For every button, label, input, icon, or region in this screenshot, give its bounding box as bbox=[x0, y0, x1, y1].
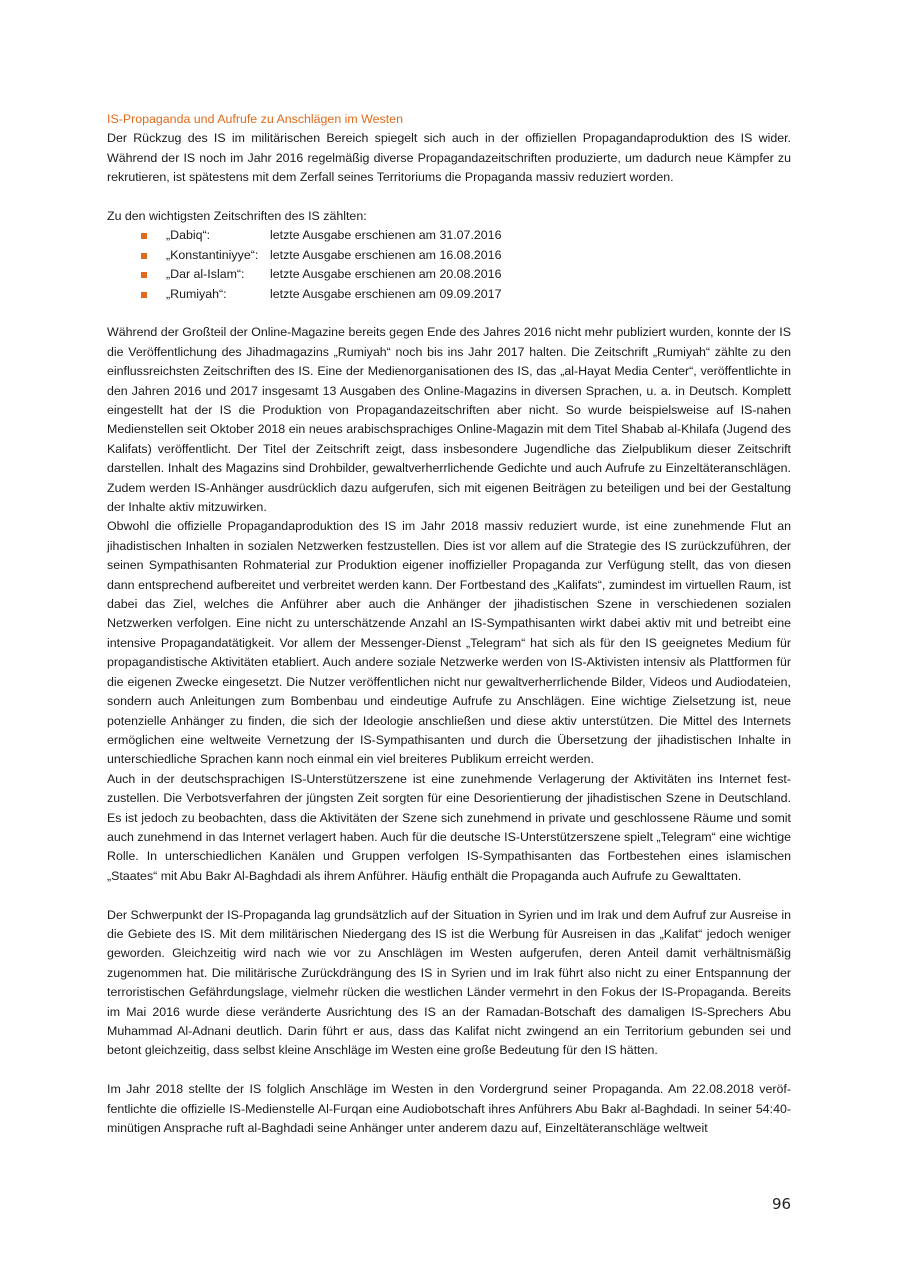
list-item bbox=[107, 246, 791, 265]
paragraph-german-scene: Auch in der deutschsprachigen IS-Unterstützerszene ist eine zunehmende Verlagerung der Aktivitäten ins Internet festzustellen. Die Verbotsverfahren der jüngsten Zeit sorgten für eine Desorientierung der jihadistischen Szene in Deutschland. Es ist jedoch zu beobachten, dass die Aktivitäten der Szene sich zunehmend in private und geschlossene Räume und somit auch zunehmend in das Internet verlagert haben. Auch für die deutsche IS-Unterstützerszene spielt „Telegram“ eine wichtige Rolle. In unterschiedlichen Kanälen und Gruppen verfolgen IS-Sympathisanten das Fortbestehen eines islamischen „Staates“ mit Abu Bakr Al-Baghdadi als ihrem Anführer. Häufig enthält die Propaganda auch Aufrufe zu Gewalttaten. bbox=[107, 771, 791, 883]
page-number: 96 bbox=[772, 1195, 792, 1213]
magazine-name: „Rumiyah“: bbox=[166, 286, 227, 301]
spacer bbox=[107, 188, 791, 207]
square-bullet-icon bbox=[141, 233, 147, 239]
magazine-info: letzte Ausgabe erschienen am 20.08.2016 bbox=[270, 267, 502, 282]
magazine-list bbox=[107, 226, 791, 304]
paragraph-social-networks: Obwohl die offizielle Propagandaproduktion des IS im Jahr 2018 massiv reduziert wurde, ist eine zunehmende Flut an jihadistischen Inhalten in sozialen Netzwerken festzustellen. Dies ist vor allem auf die Strategie des IS zurückzuführen, der seinen Sympathisanten Rohmaterial zur Produktion eigener inoffizieller Propaganda zur Verfügung stellt, das von diesen dann entsprechend aufbereitet und verbreitet werden kann. Der Fortbestand des „Kalifats“, zumindest im virtuellen Raum, ist dabei das Ziel, welches die Anführer aber auch die Anhänger der jihadistischen Szene in verschiedenen sozialen Netzwerken verfolgen. Eine nicht zu unterschätzende Anzahl an IS-Sympathisanten wirkt dabei aktiv mit und betreibt eine intensive Propagandatätigkeit. Vor allem der Messenger-Dienst „Telegram“ hat sich als für den IS geeignetes Medium für propagandistische Aktivitäten etabliert. Auch andere soziale Netzwerke werden von IS-Aktivisten intensiv als Plattformen für die eigenen Zwecke eingesetzt. Die Nutzer veröffentlichen nicht nur gewaltverherrlichende Bilder, Videos und Audiodateien, sondern auch Anleitungen zum Bombenbau und eindeutige Aufrufe zu Anschlägen. Eine wichtige Zielsetzung ist, neue potenzielle Anhänger zu finden, die sich der Ideologie anschließen und diese aktiv unterstützen. Die Mittel des Internets ermöglichen eine weltweite Vernetzung der IS-Sympathisanten und durch die Übersetzung der jihadistischen Inhalte in unterschiedliche Sprachen kann noch einmal ein viel breiteres Publikum erreicht werden. bbox=[107, 519, 791, 767]
magazine-name: „Dabiq“: bbox=[166, 228, 211, 243]
spacer bbox=[107, 886, 791, 905]
magazine-info: letzte Ausgabe erschienen am 16.08.2016 bbox=[270, 247, 502, 262]
square-bullet-icon bbox=[141, 253, 147, 259]
spacer bbox=[107, 1061, 791, 1080]
list-item bbox=[107, 285, 791, 304]
list-intro: Zu den wichtigsten Zeitschriften des IS zählten: bbox=[107, 209, 367, 224]
document-body bbox=[107, 110, 791, 1138]
list-item bbox=[107, 226, 791, 245]
list-item bbox=[107, 265, 791, 284]
square-bullet-icon bbox=[141, 292, 147, 298]
magazine-info: letzte Ausgabe erschienen am 09.09.2017 bbox=[270, 286, 502, 301]
paragraph-2018-attacks: Im Jahr 2018 stellte der IS folglich Anschläge im Westen in den Vordergrund seiner Propaganda. Am 22.08.2018 veröffentlichte die offizielle IS-Medienstelle Al-Furqan eine Audiobotschaft ihres Anführers Abu Bakr al-Baghdadi. In seiner 54:40-minütigen Ansprache ruft al-Baghdadi seine Anhänger unter anderem dazu auf, Einzeltäteranschläge weltweit bbox=[107, 1082, 791, 1135]
section-heading: IS-Propaganda und Aufrufe zu Anschlägen im Westen bbox=[107, 112, 403, 126]
paragraph-online-magazines: Während der Großteil der Online-Magazine bereits gegen Ende des Jahres 2016 nicht mehr publiziert wurden, konnte der IS die Veröffentlichung des Jihadmagazins „Rumiyah“ noch bis ins Jahr 2017 halten. Die Zeitschrift „Rumiyah“ zählte zu den einflussreichsten Zeitschriften des IS. Eine der Medienorganisationen des IS, das „al-Hayat Media Center“, veröffentlichte in den Jahren 2016 und 2017 insgesamt 13 Ausgaben des Online-Magazins in diversen Sprachen, u. a. in Deutsch. Komplett eingestellt hat der IS die Produktion von Propagandazeitschriften aber nicht. So wurde beispielsweise auf IS-nahen Medienstellen seit Oktober 2018 ein neues arabischsprachiges Online-Magazin mit dem Titel Shabab al-Khilafa (Jugend des Kalifats) veröffentlicht. Der Titel der Zeitschrift zeigt, dass insbesondere Jugendliche das Zielpublikum dieser Zeitschrift darstellen. Inhalt des Magazins sind Drohbilder, gewaltverherrlichende Gedichte und auch Aufrufe zu Einzeltäteranschlägen. Zudem werden IS-Anhänger ausdrücklich dazu aufgerufen, sich mit eigenen Beiträgen zu beteiligen und bei der Gestaltung der Inhalte aktiv mitzuwirken. bbox=[107, 325, 791, 515]
magazine-name: „Dar al-Islam“: bbox=[166, 267, 245, 282]
magazine-info: letzte Ausgabe erschienen am 31.07.2016 bbox=[270, 228, 502, 243]
paragraph-intro: Der Rückzug des IS im militärischen Bereich spiegelt sich auch in der offiziellen Propagandaproduktion des IS wider. Während der IS noch im Jahr 2016 regelmäßig diverse Propagandazeitschriften produzierte, um dadurch neue Kämpfer zu rekrutieren, ist spätestens mit dem Zerfall seines Territoriums die Propaganda massiv reduziert worden. bbox=[107, 131, 791, 185]
paragraph-focus-shift: Der Schwerpunkt der IS-Propaganda lag grundsätzlich auf der Situation in Syrien und im Irak und dem Aufruf zur Ausreise in die Gebiete des IS. Mit dem militärischen Niedergang des IS ist die Werbung für Ausreisen in das „Kalifat“ jedoch weniger geworden. Gleichzeitig wird nach wie vor zu Anschlägen im Westen aufgerufen, deren Anteil damit verhältnismäßig zugenommen hat. Die militärische Zurückdrängung des IS in Syrien und im Irak führt also nicht zu einer Entspannung der terroristischen Gefährdungslage, vielmehr rücken die westlichen Länder vermehrt in den Fokus der IS-Propaganda. Bereits im Mai 2016 wurde diese veränderte Ausrichtung des IS an der Ramadan-Botschaft des damaligen IS-Sprechers Abu Muhammad Al-Adnani deutlich. Darin führt er aus, dass das Kalifat nicht zwingend an ein Territorium gebunden sei und betont gleichzeitig, dass selbst kleine Anschläge im Westen eine große Bedeutung für den IS hätten. bbox=[107, 907, 791, 1058]
magazine-name: „Konstantiniyye“: bbox=[166, 247, 259, 262]
square-bullet-icon bbox=[141, 272, 147, 278]
spacer bbox=[107, 304, 791, 323]
